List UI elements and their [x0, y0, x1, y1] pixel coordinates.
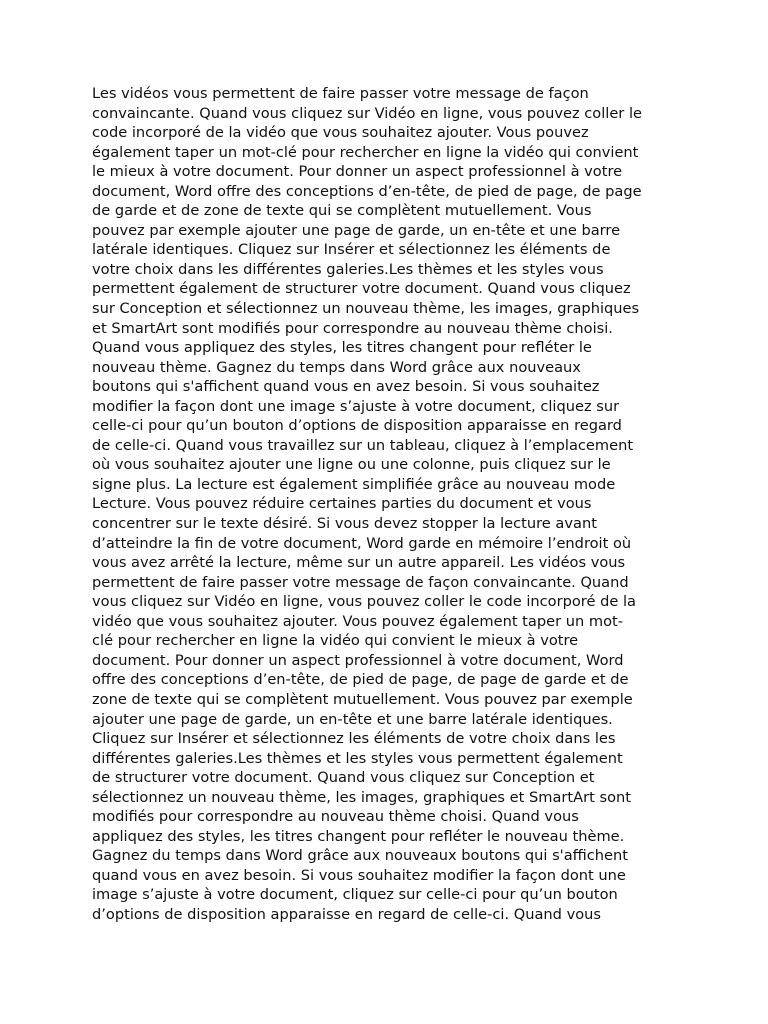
text-line: Gagnez du temps dans Word grâce aux nouveaux boutons qui s'affichent	[92, 847, 628, 865]
text-line: image s’ajuste à votre document, cliquez sur celle-ci pour qu’un bouton	[92, 886, 618, 904]
text-line: vous cliquez sur Vidéo en ligne, vous pouvez coller le code incorporé de la	[92, 593, 636, 611]
text-line: sélectionnez un nouveau thème, les images, graphiques et SmartArt sont	[92, 788, 632, 806]
text-line: le mieux à votre document. Pour donner un aspect professionnel à votre	[92, 163, 623, 181]
text-line: boutons qui s'affichent quand vous en avez besoin. Si vous souhaitez	[92, 378, 600, 396]
text-line: modifier la façon dont une image s’ajuste à votre document, cliquez sur	[92, 397, 620, 415]
text-line: et SmartArt sont modifiés pour correspondre au nouveau thème choisi.	[92, 319, 613, 337]
text-line: celle-ci pour qu’un bouton d’options de disposition apparaisse en regard	[92, 417, 622, 435]
text-line: permettent également de structurer votre document. Quand vous cliquez	[92, 280, 631, 298]
text-line: ajouter une page de garde, un en-tête et une barre latérale identiques.	[92, 710, 613, 728]
text-line: vidéo que vous souhaitez ajouter. Vous pouvez également taper un mot-	[92, 612, 623, 630]
text-line: Lecture. Vous pouvez réduire certaines parties du document et vous	[92, 495, 592, 513]
text-line: latérale identiques. Cliquez sur Insérer et sélectionnez les éléments de	[92, 241, 611, 259]
text-line: différentes galeries.Les thèmes et les styles vous permettent également	[92, 749, 623, 767]
text-line: quand vous en avez besoin. Si vous souhaitez modifier la façon dont une	[92, 866, 626, 884]
text-line: pouvez par exemple ajouter une page de garde, un en-tête et une barre	[92, 221, 621, 239]
text-line: d’atteindre la fin de votre document, Word garde en mémoire l’endroit où	[92, 534, 632, 552]
text-line: code incorporé de la vidéo que vous souhaitez ajouter. Vous pouvez	[92, 124, 589, 142]
text-line: document, Word offre des conceptions d’en-tête, de pied de page, de page	[92, 182, 642, 200]
text-line: Cliquez sur Insérer et sélectionnez les éléments de votre choix dans les	[92, 730, 616, 748]
text-line: de celle-ci. Quand vous travaillez sur un tableau, cliquez à l’emplacement	[92, 436, 634, 454]
text-line: nouveau thème. Gagnez du temps dans Word grâce aux nouveaux	[92, 358, 581, 376]
text-line: où vous souhaitez ajouter une ligne ou une colonne, puis cliquez sur le	[92, 456, 611, 474]
text-line: également taper un mot-clé pour rechercher en ligne la vidéo qui convient	[92, 143, 639, 161]
text-line: Les vidéos vous permettent de faire passer votre message de façon	[92, 85, 589, 102]
text-line: convaincante. Quand vous cliquez sur Vidéo en ligne, vous pouvez coller le	[92, 104, 642, 122]
text-line: votre choix dans les différentes galeries.Les thèmes et les styles vous	[92, 260, 604, 278]
text-line: d’options de disposition apparaisse en regard de celle-ci. Quand vous	[92, 905, 601, 923]
text-line: modifiés pour correspondre au nouveau thème choisi. Quand vous	[92, 808, 579, 826]
text-line: offre des conceptions d’en-tête, de pied de page, de page de garde et de	[92, 671, 629, 689]
text-line: clé pour rechercher en ligne la vidéo qui convient le mieux à votre	[92, 632, 579, 650]
text-line: sur Conception et sélectionnez un nouveau thème, les images, graphiques	[92, 300, 640, 318]
text-line: signe plus. La lecture est également simplifiée grâce au nouveau mode	[92, 475, 616, 493]
text-line: document. Pour donner un aspect professionnel à votre document, Word	[92, 651, 624, 669]
text-line: de structurer votre document. Quand vous cliquez sur Conception et	[92, 769, 595, 787]
text-line: vous avez arrêté la lecture, même sur un autre appareil. Les vidéos vous	[92, 554, 626, 572]
body-paragraph	[92, 84, 692, 925]
text-line: de garde et de zone de texte qui se complètent mutuellement. Vous	[92, 202, 592, 220]
text-line: permettent de faire passer votre message de façon convaincante. Quand	[92, 573, 629, 591]
text-line: concentrer sur le texte désiré. Si vous devez stopper la lecture avant	[92, 515, 597, 533]
text-line: zone de texte qui se complètent mutuellement. Vous pouvez par exemple	[92, 690, 633, 708]
text-line: appliquez des styles, les titres changent pour refléter le nouveau thème.	[92, 827, 625, 845]
text-line: Quand vous appliquez des styles, les titres changent pour refléter le	[92, 339, 592, 357]
